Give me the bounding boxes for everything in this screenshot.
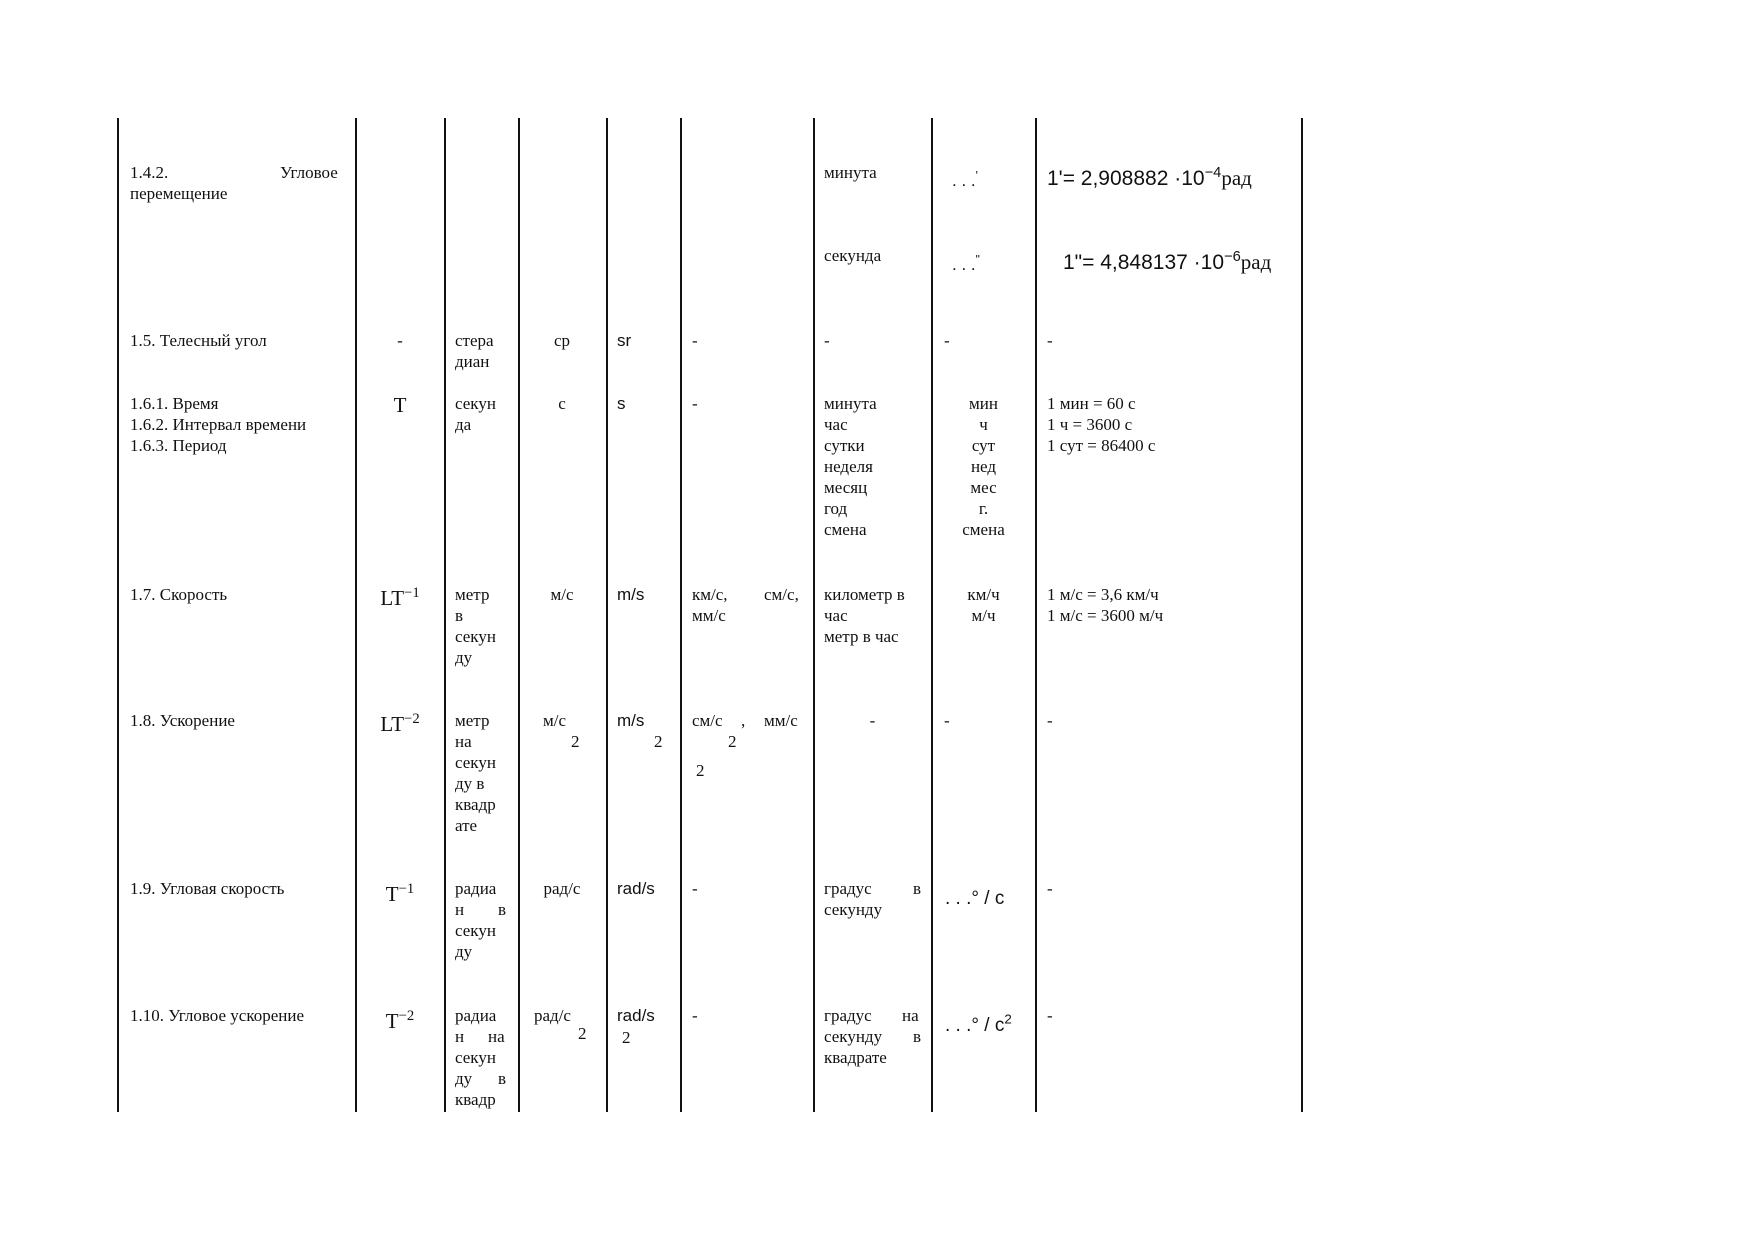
- unit-relation: -: [1047, 711, 1053, 730]
- column-divider: [606, 118, 608, 1112]
- si-unit-exponent: 2: [571, 732, 580, 751]
- quantity-name: 1.9. Угловая скорость: [130, 879, 285, 898]
- multiple-units: мм/с: [764, 711, 798, 730]
- column-divider: [813, 118, 815, 1112]
- si-unit-symbol-ru: м/с: [543, 711, 567, 730]
- dimension: $LT^{-1}$: [380, 585, 420, 610]
- nonsystem-unit-name: километр в час метр в час: [824, 585, 905, 646]
- unit-relation: 1 м/с = 3,6 км/ч 1 м/с = 3600 м/ч: [1047, 585, 1164, 625]
- multiple-units: -: [692, 879, 698, 898]
- si-unit-name: секун: [455, 1048, 496, 1067]
- dimension: -: [397, 331, 403, 350]
- unit-relation: -: [1047, 879, 1053, 898]
- multiple-units-exponent: 2: [728, 732, 737, 751]
- si-unit-symbol-ru: с: [558, 394, 566, 413]
- si-unit-exponent: 2: [654, 732, 663, 751]
- si-unit-name: стера диан: [455, 331, 494, 371]
- si-unit-symbol-ru: рад/с: [534, 1006, 571, 1025]
- multiple-units: -: [692, 1006, 698, 1025]
- nonsystem-unit-name: минута: [824, 163, 877, 182]
- si-unit-name: радиа: [455, 1006, 497, 1025]
- multiple-units: мм/с: [692, 606, 726, 625]
- unit-relation: $1'= 2,908882 \cdot 10^{-4}рад$: [1047, 165, 1252, 190]
- table-border-left: [117, 118, 119, 1112]
- quantity-name: 1.10. Угловое ускорение: [130, 1006, 305, 1025]
- nonsystem-unit-symbol: . . .": [952, 252, 980, 274]
- unit-relation: 1"= $4,848137 \cdot 10^{-6}рад$: [1063, 249, 1272, 274]
- si-unit-name: н: [455, 900, 465, 919]
- nonsystem-unit-symbol: . . .° / с: [945, 888, 1005, 909]
- dimension: $LT^{-2}$: [380, 711, 420, 736]
- nonsystem-unit-name: секунду: [824, 900, 883, 919]
- nonsystem-unit-name: в: [913, 1027, 922, 1046]
- si-unit-name: в: [498, 1069, 507, 1088]
- nonsystem-unit-name: секунду: [824, 1027, 883, 1046]
- si-unit-symbol-ru: ср: [553, 331, 571, 350]
- unit-relation: -: [1047, 331, 1053, 350]
- multiple-units: см/с: [692, 711, 723, 730]
- nonsystem-unit-name: -: [869, 711, 876, 730]
- si-unit-name: квадр: [455, 1090, 496, 1109]
- si-unit-symbol-ru: м/с: [550, 585, 574, 604]
- si-unit-name: радиа: [455, 879, 497, 898]
- nonsystem-unit-name: в: [913, 879, 922, 898]
- nonsystem-unit-name: градус: [824, 879, 872, 898]
- unit-relation: 1 мин = 60 с 1 ч = 3600 с 1 сут = 86400 с: [1047, 394, 1156, 455]
- quantity-name: 1.4.2. Угловое: [130, 163, 338, 182]
- dimension: $T^{-2}$: [385, 1008, 415, 1033]
- dimension: T: [393, 393, 407, 417]
- multiple-units: см/с,: [764, 585, 799, 604]
- si-unit-exponent: 2: [622, 1028, 631, 1047]
- quantity-name: 1.8. Ускорение: [130, 711, 235, 730]
- si-unit-name: в: [498, 900, 507, 919]
- quantity-name-cont: перемещение: [130, 184, 228, 203]
- multiple-units: -: [692, 394, 698, 413]
- column-divider: [444, 118, 446, 1112]
- quantity-name: 1.6.1. Время 1.6.2. Интервал времени 1.6.3. Период: [130, 394, 307, 455]
- si-unit-name: секун да: [455, 394, 496, 434]
- multiple-units: км/с,: [692, 585, 728, 604]
- column-divider: [680, 118, 682, 1112]
- nonsystem-unit-name: градус: [824, 1006, 872, 1025]
- si-unit-symbol-int: sr: [617, 331, 632, 350]
- nonsystem-unit-symbol: мин ч сут нед мес г. смена: [962, 394, 1005, 539]
- si-unit-name: на: [488, 1027, 505, 1046]
- unit-relation: -: [1047, 1006, 1053, 1025]
- nonsystem-unit-symbol: . . .° / $с^2$: [945, 1011, 1012, 1036]
- si-unit-name: метр на секун ду в квадр ате: [455, 711, 496, 835]
- si-unit-symbol-int: rad/s: [617, 879, 655, 898]
- quantity-name: 1.7. Скорость: [130, 585, 228, 604]
- nonsystem-unit-symbol: км/ч м/ч: [967, 585, 1000, 625]
- table-border-right: [1301, 118, 1303, 1112]
- si-unit-symbol-int: rad/s: [617, 1006, 655, 1025]
- nonsystem-unit-symbol: . . .': [952, 168, 978, 190]
- nonsystem-unit-symbol: -: [944, 711, 950, 730]
- multiple-units: ,: [741, 711, 746, 730]
- si-unit-name: ду: [455, 1069, 473, 1088]
- si-unit-exponent: 2: [578, 1024, 587, 1043]
- nonsystem-unit-name: -: [824, 331, 830, 350]
- column-divider: [355, 118, 357, 1112]
- multiple-units: -: [692, 331, 698, 350]
- nonsystem-unit-name: квадрате: [824, 1048, 887, 1067]
- si-unit-symbol-int: m/s: [617, 585, 645, 604]
- nonsystem-unit-name: на: [902, 1006, 919, 1025]
- si-unit-symbol-ru: рад/с: [543, 879, 581, 898]
- nonsystem-unit-symbol: -: [944, 331, 950, 350]
- si-unit-name: секун ду: [455, 921, 496, 961]
- column-divider: [518, 118, 520, 1112]
- nonsystem-unit-name: секунда: [824, 246, 882, 265]
- multiple-units-exponent: 2: [696, 761, 705, 780]
- si-unit-symbol-int: m/s: [617, 711, 645, 730]
- si-unit-symbol-int: s: [617, 394, 626, 413]
- quantity-name: 1.5. Телесный угол: [130, 331, 267, 350]
- column-divider: [1035, 118, 1037, 1112]
- si-unit-name: метр в секун ду: [455, 585, 496, 667]
- si-unit-name: н: [455, 1027, 465, 1046]
- dimension: $T^{-1}$: [385, 881, 415, 906]
- nonsystem-unit-name: минута час сутки неделя месяц год смена: [824, 394, 877, 539]
